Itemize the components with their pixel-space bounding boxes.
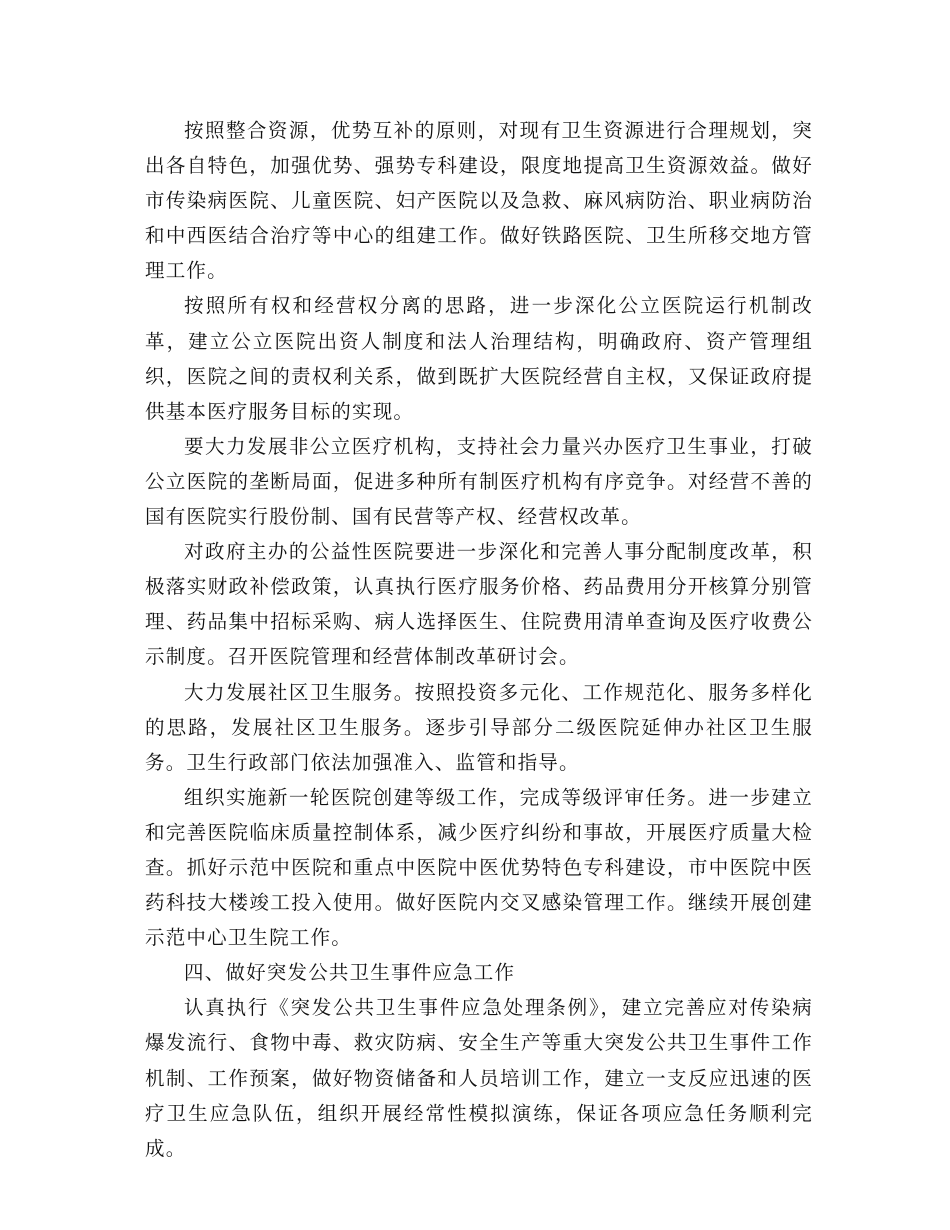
- paragraph-ownership-separation: 按照所有权和经营权分离的思路，进一步深化公立医院运行机制改革，建立公立医院出资人制度和法人治理结构，明确政府、资产管理组织，医院之间的责权利关系，做到既扩大医院经营自主权，又保证政府提供基本医疗服务目标的实现。: [145, 294, 813, 423]
- document-body: [145, 113, 813, 1166]
- section-heading-emergency: 四、做好突发公共卫生事件应急工作: [184, 961, 516, 985]
- paragraph-resource-integration: 按照整合资源，优势互补的原则，对现有卫生资源进行合理规划，突出各自特色，加强优势、强势专科建设，限度地提高卫生资源效益。做好市传染病医院、儿童医院、妇产医院以及急救、麻风病防治、职业病防治和中西医结合治疗等中心的组建工作。做好铁路医院、卫生所移交地方管理工作。: [145, 119, 813, 283]
- paragraph-community-health: 大力发展社区卫生服务。按照投资多元化、工作规范化、服务多样化的思路，发展社区卫生服务。逐步引导部分二级医院延伸办社区卫生服务。卫生行政部门依法加强准入、监管和指导。: [145, 680, 813, 774]
- paragraph-public-hospital-reform: 对政府主办的公益性医院要进一步深化和完善人事分配制度改革，积极落实财政补偿政策，认真执行医疗服务价格、药品费用分开核算分别管理、药品集中招标采购、病人选择医生、住院费用清单查询及医疗收费公示制度。召开医院管理和经营体制改革研讨会。: [145, 540, 813, 669]
- paragraph-non-public-institutions: 要大力发展非公立医疗机构，支持社会力量兴办医疗卫生事业，打破公立医院的垄断局面，促进多种所有制医疗机构有序竞争。对经营不善的国有医院实行股份制、国有民营等产权、经营权改革。: [145, 434, 813, 529]
- paragraph-hospital-grading: 组织实施新一轮医院创建等级工作，完成等级评审任务。进一步建立和完善医院临床质量控制体系，减少医疗纠纷和事故，开展医疗质量大检查。抓好示范中医院和重点中医院中医优势特色专科建设，市中医院中医药科技大楼竣工投入使用。做好医院内交叉感染管理工作。继续开展创建示范中心卫生院工作。: [145, 785, 813, 950]
- paragraph-emergency-response: 认真执行《突发公共卫生事件应急处理条例》，建立完善应对传染病爆发流行、食物中毒、救灾防病、安全生产等重大突发公共卫生事件工作机制、工作预案，做好物资储备和人员培训工作，建立一支反应迅速的医疗卫生应急队伍，组织开展经常性模拟演练，保证各项应急任务顺利完成。: [145, 996, 813, 1160]
